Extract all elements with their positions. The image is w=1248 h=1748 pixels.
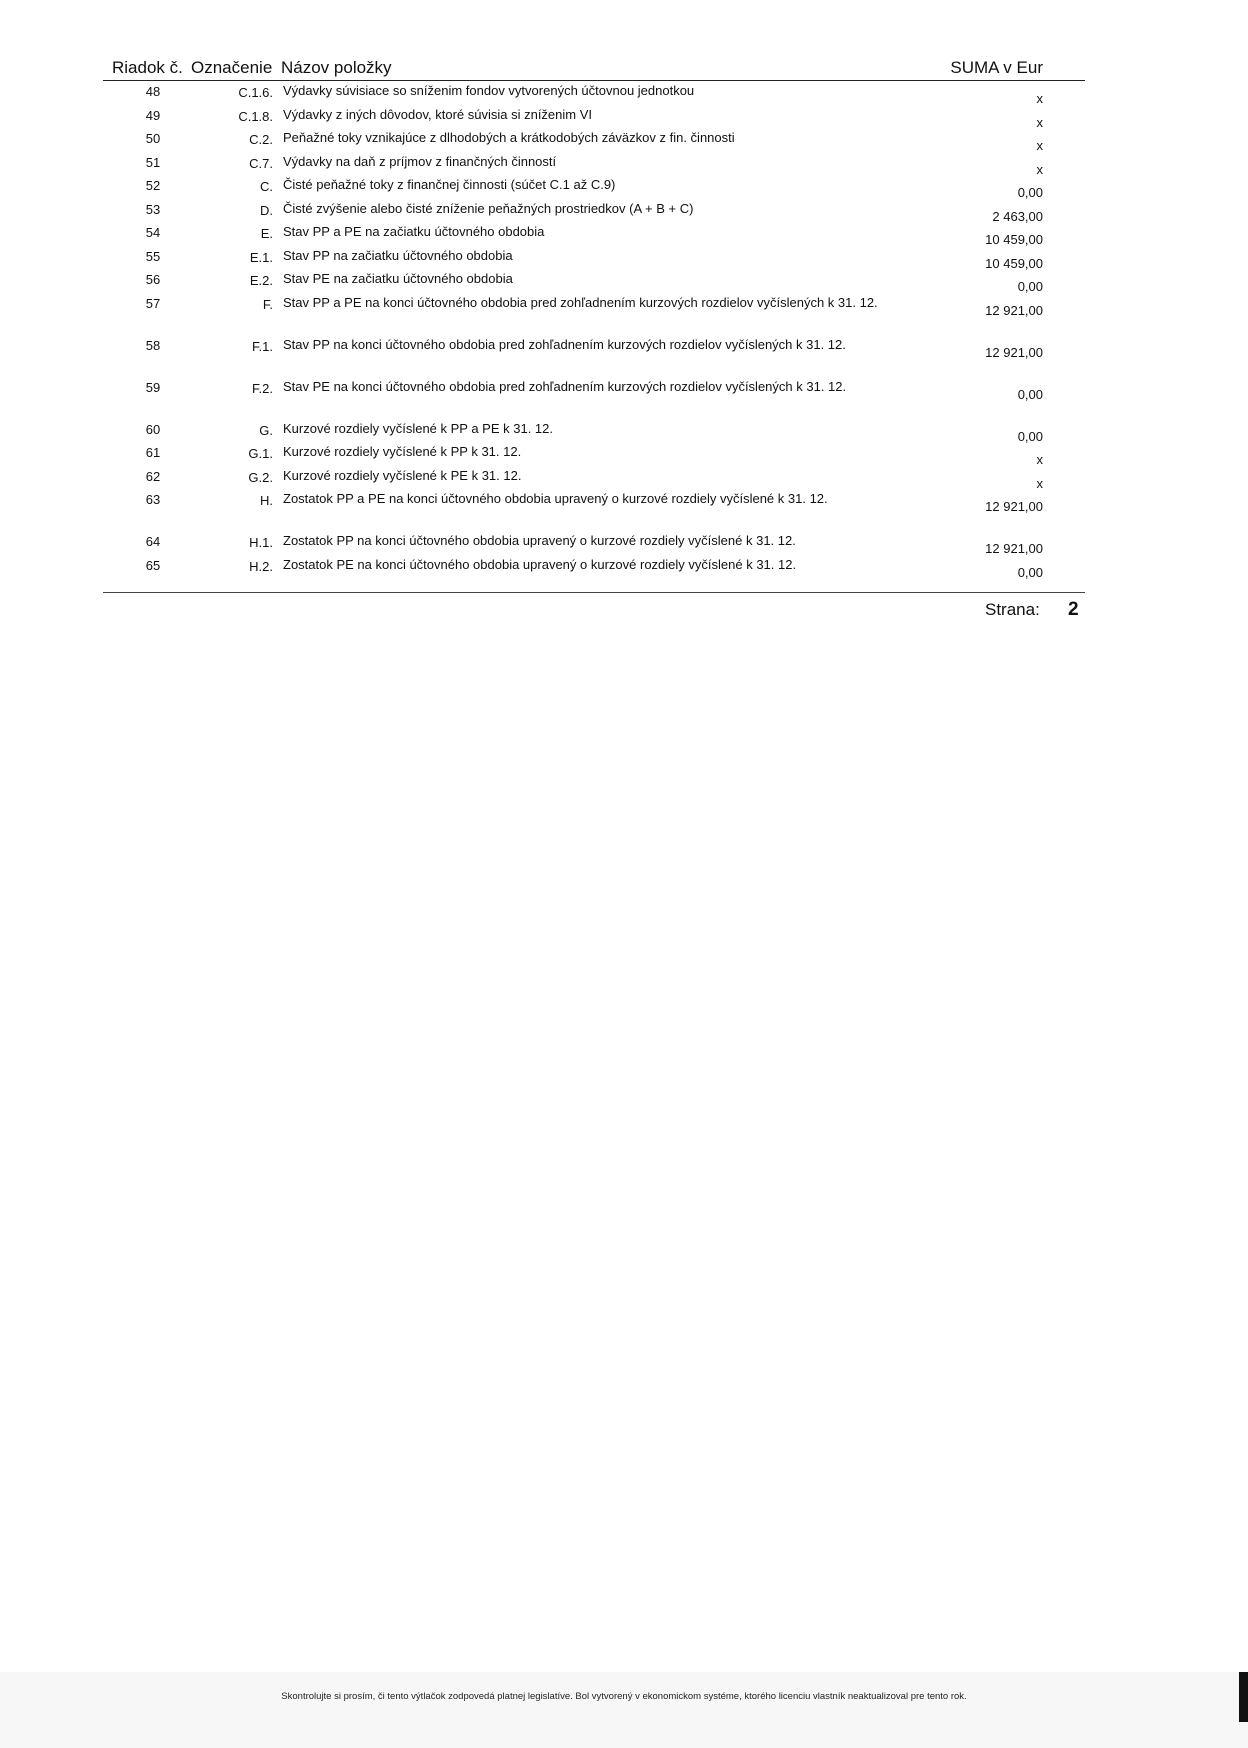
- row-value: 12 921,00: [985, 344, 1043, 360]
- row-number: 61: [145, 445, 161, 460]
- table-row: [103, 247, 1085, 271]
- row-code: F.2.: [252, 380, 273, 396]
- row-number: 56: [145, 272, 161, 287]
- table-row: [103, 176, 1085, 200]
- table-row: [103, 532, 1085, 556]
- row-value: 0,00: [1017, 185, 1043, 200]
- table-bottom-rule: [103, 592, 1085, 593]
- row-name: Čisté peňažné toky z finančnej činnosti (súčet C.1 až C.9): [283, 177, 616, 192]
- table-row: [103, 200, 1085, 224]
- row-name: Zostatok PP na konci účtovného obdobia upravený o kurzové rozdiely vyčíslené k 31. 12.: [283, 533, 796, 548]
- row-number: 63: [145, 492, 161, 507]
- row-code: E.2.: [249, 273, 273, 288]
- row-code: C.7.: [249, 155, 273, 171]
- footer-note: Skontrolujte si prosím, či tento výtlačok zodpovedá platnej legislatíve. Bol vytvorený v ekonomickom systéme, ktorého licenciu vlastník neaktualizoval pre tento rok.: [281, 1691, 967, 1702]
- row-code: C.: [260, 179, 273, 194]
- row-name: Stav PP a PE na začiatku účtovného obdobia: [283, 224, 545, 239]
- row-number: 48: [145, 84, 161, 99]
- header-nazov: Názov položky: [281, 58, 392, 77]
- row-number: 49: [145, 107, 161, 123]
- row-name: Kurzové rozdiely vyčíslené k PP k 31. 12.: [283, 444, 522, 459]
- row-value: 0,00: [1017, 564, 1043, 580]
- row-code: H.: [260, 493, 273, 508]
- row-value: 10 459,00: [985, 232, 1043, 247]
- row-number: 60: [145, 421, 161, 437]
- header-oznacenie: Označenie: [191, 58, 273, 77]
- row-number: 53: [145, 201, 161, 217]
- row-code: E.1.: [249, 249, 273, 265]
- row-name: Čisté zvýšenie alebo čisté zníženie peňažných prostriedkov (A + B + C): [283, 200, 694, 216]
- row-value: 0,00: [1017, 386, 1043, 402]
- row-number: 54: [145, 225, 161, 240]
- row-code: G.2.: [248, 469, 273, 485]
- row-name: Kurzové rozdiely vyčíslené k PP a PE k 31. 12.: [283, 420, 554, 436]
- row-code: F.1.: [252, 338, 273, 354]
- row-value: 0,00: [1017, 428, 1043, 444]
- row-value: x: [1036, 138, 1043, 153]
- row-number: 50: [145, 131, 161, 146]
- row-number: 57: [145, 295, 161, 311]
- row-number: 51: [145, 154, 161, 170]
- row-name: Výdavky súvisiace so sníženim fondov vytvorených účtovnou jednotkou: [283, 83, 695, 98]
- row-value: x: [1036, 452, 1043, 467]
- row-code: C.1.6.: [238, 85, 273, 100]
- row-value: 12 921,00: [985, 541, 1043, 556]
- row-code: H.2.: [249, 558, 273, 574]
- row-code: G.: [259, 422, 273, 438]
- row-code: G.1.: [248, 446, 273, 461]
- row-name: Kurzové rozdiely vyčíslené k PE k 31. 12.: [283, 467, 522, 483]
- row-name: Peňažné toky vznikajúce z dlhodobých a krátkodobých záväzkov z fin. činnosti: [283, 130, 735, 145]
- table-row: [103, 153, 1085, 177]
- row-number: 52: [145, 178, 161, 193]
- header-suma: SUMA v Eur: [950, 58, 1043, 77]
- row-number: 65: [145, 557, 161, 573]
- row-value: x: [1036, 161, 1043, 177]
- row-name: Stav PE na konci účtovného obdobia pred zohľadnením kurzových rozdielov vyčíslených k 31. 12.: [283, 378, 847, 394]
- row-name: Zostatok PE na konci účtovného obdobia upravený o kurzové rozdiely vyčíslené k 31. 12.: [283, 556, 797, 572]
- row-number: 64: [145, 534, 161, 549]
- table-header: [103, 56, 1085, 81]
- row-value: x: [1036, 475, 1043, 491]
- row-name: Zostatok PP a PE na konci účtovného obdobia upravený o kurzové rozdiely vyčíslené k 31. 12.: [283, 491, 828, 506]
- table-row: [103, 129, 1085, 153]
- row-name: Výdavky z iných dôvodov, ktoré súvisia si zníženim VI: [283, 106, 592, 122]
- row-code: C.2.: [249, 132, 273, 147]
- row-code: H.1.: [249, 535, 273, 550]
- table-row: [103, 336, 1085, 378]
- row-name: Stav PE na začiatku účtovného obdobia: [283, 271, 513, 286]
- table-row: [103, 490, 1085, 532]
- row-value: 0,00: [1017, 279, 1043, 294]
- row-value: x: [1036, 91, 1043, 106]
- row-number: 55: [145, 248, 161, 264]
- row-number: 59: [145, 379, 161, 395]
- table-row: [103, 223, 1085, 247]
- row-value: 12 921,00: [985, 302, 1043, 318]
- row-number: 62: [145, 468, 161, 484]
- row-value: x: [1036, 114, 1043, 130]
- page-label: Strana:: [985, 600, 1040, 619]
- row-code: F.: [262, 296, 273, 312]
- footer-band: [0, 1672, 1248, 1748]
- row-name: Výdavky na daň z príjmov z finančných činností: [283, 153, 557, 169]
- scan-edge-mark: [1239, 1672, 1248, 1722]
- row-value: 2 463,00: [992, 208, 1043, 224]
- table-body: [103, 82, 1085, 579]
- table-row: [103, 294, 1085, 336]
- table-row: [103, 420, 1085, 444]
- table-row: [103, 467, 1085, 491]
- page-number: 2: [1068, 599, 1079, 620]
- table-row: [103, 378, 1085, 420]
- table-row: [103, 82, 1085, 106]
- row-name: Stav PP na začiatku účtovného obdobia: [283, 247, 513, 263]
- row-number: 58: [145, 337, 161, 353]
- row-name: Stav PP a PE na konci účtovného obdobia pred zohľadnením kurzových rozdielov vyčíslených k 31. 12.: [283, 294, 878, 310]
- row-value: 12 921,00: [985, 499, 1043, 514]
- table-row: [103, 270, 1085, 294]
- row-code: E.: [260, 226, 273, 241]
- table-row: [103, 556, 1085, 580]
- table-row: [103, 106, 1085, 130]
- row-name: Stav PP na konci účtovného obdobia pred zohľadnením kurzových rozdielov vyčíslených k 31. 12.: [283, 336, 846, 352]
- header-riadok: Riadok č.: [112, 58, 183, 77]
- table-row: [103, 443, 1085, 467]
- row-code: D.: [260, 202, 273, 218]
- row-code: C.1.8.: [238, 108, 273, 124]
- row-value: 10 459,00: [985, 255, 1043, 271]
